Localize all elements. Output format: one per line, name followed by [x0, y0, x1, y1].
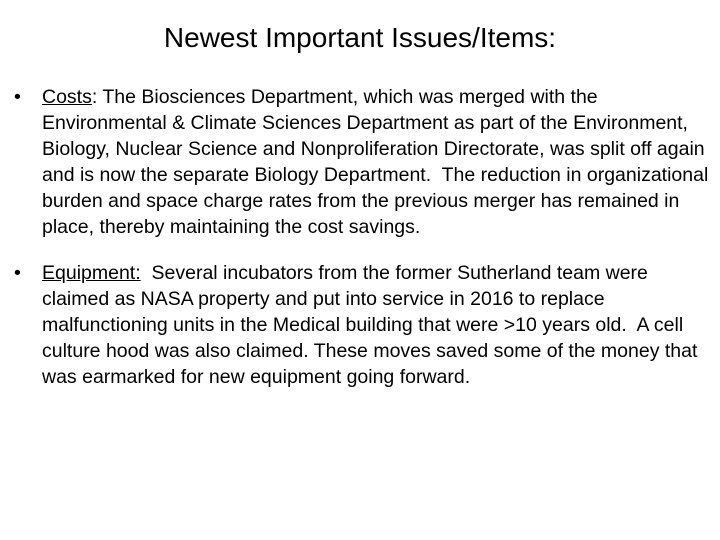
bullet-text: The Biosciences Department, which was merged with the Environmental & Climate Sciences Department as part of the Environment, Biology, Nuclear Science and Nonproliferation Directorate, was split off again and is now the separate Biology Department. The reduction in organizational burden and space charge rates from the previous merger has remained in place, thereby maintaining the cost savings.	[42, 86, 714, 238]
bullet-text: Several incubators from the former Sutherland team were claimed as NASA property and put into service in 2016 to replace malfunctioning units in the Medical building that were >10 years old. A cell culture hood was also claimed. These moves saved some of the money that was earmarked for new equipment going forward.	[42, 262, 703, 388]
bullet-dot-icon: •	[14, 86, 21, 108]
bullet-item-costs	[14, 84, 714, 240]
bullet-list	[14, 84, 714, 410]
bullet-separator: :	[91, 86, 103, 108]
bullet-label: Equipment:	[42, 262, 141, 284]
bullet-label: Costs	[42, 86, 92, 108]
slide-title: Newest Important Issues/Items:	[163, 22, 557, 53]
bullet-separator	[141, 262, 152, 284]
bullet-dot-icon: •	[14, 262, 21, 284]
bullet-item-equipment	[14, 260, 714, 390]
